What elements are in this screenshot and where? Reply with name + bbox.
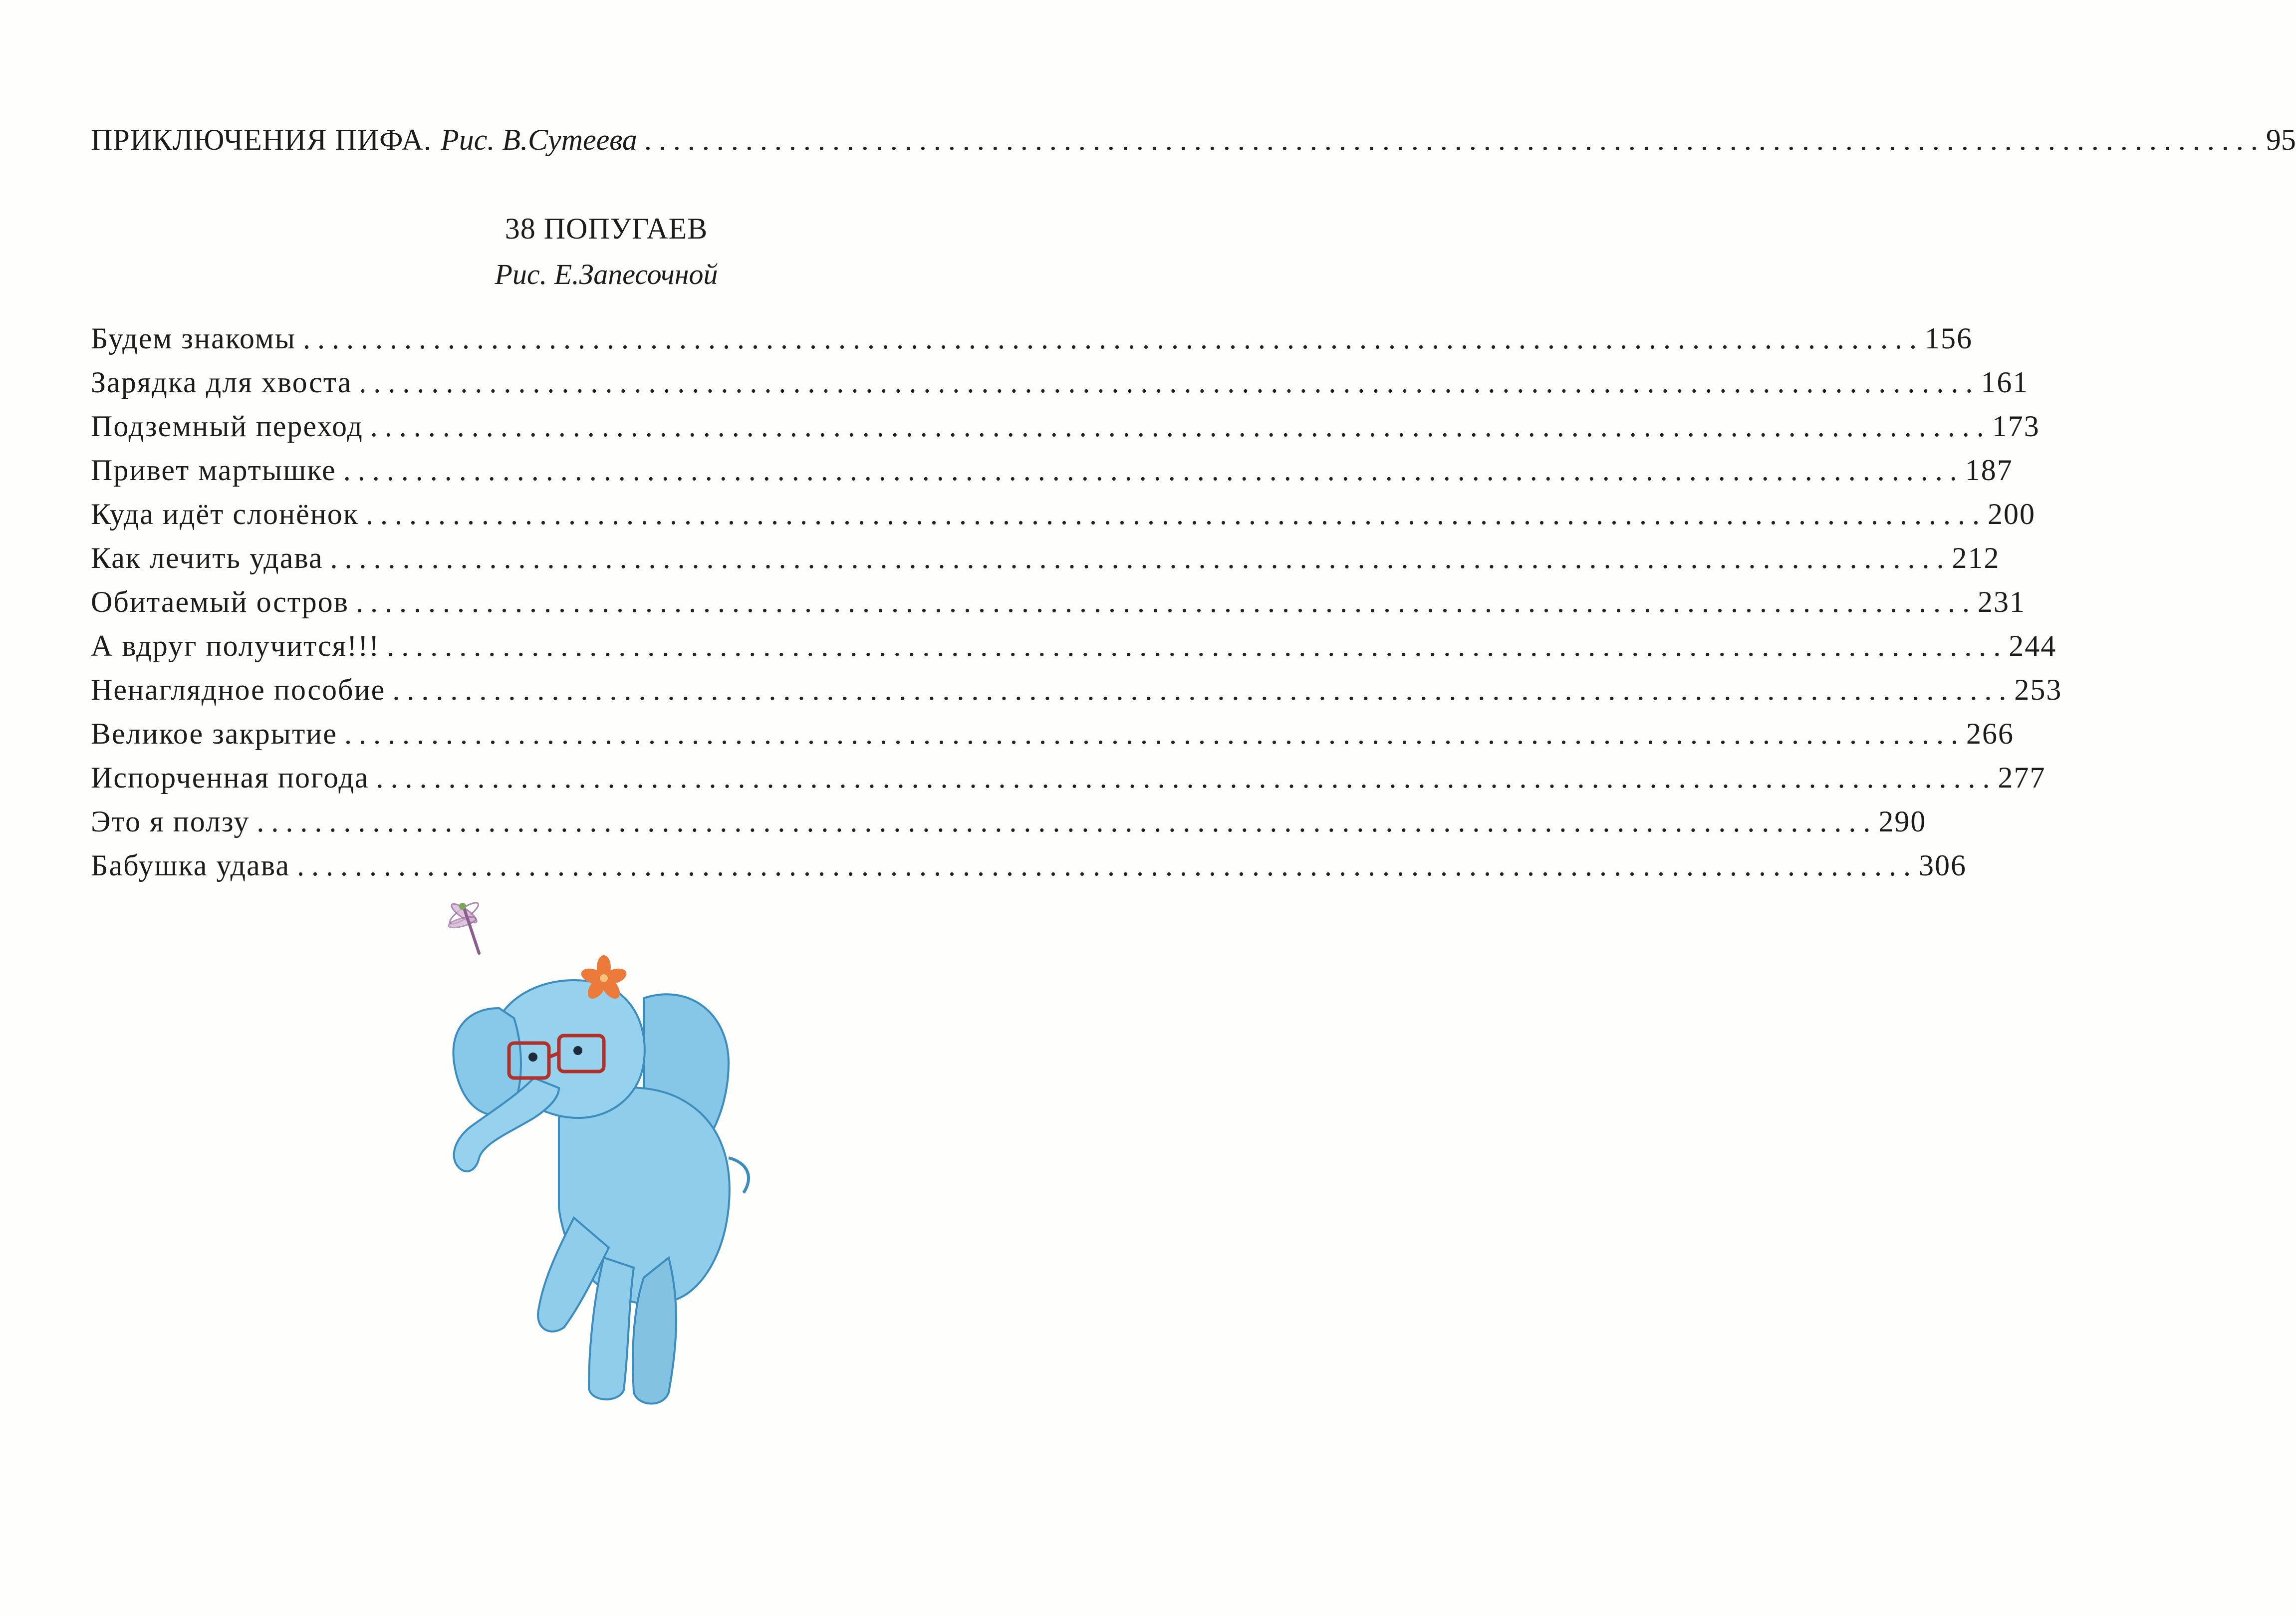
toc-entry[interactable]: [91, 318, 1973, 358]
toc-entry-title: Это я ползу: [91, 805, 250, 838]
leader-dots: ................................................................................................................: [344, 717, 1965, 750]
toc-page-number: 266: [1966, 717, 2014, 750]
toc-entry[interactable]: [91, 494, 2036, 534]
leader-dots: ................................................................................................................: [376, 761, 1997, 794]
toc-entry-title: Куда идёт слонёнок: [91, 498, 359, 531]
toc-page-number: 306: [1918, 849, 1967, 882]
leader-dots: ................................................................................................................: [387, 629, 2008, 662]
section-credit: Рис. Е.Запесочной: [495, 258, 718, 290]
leader-dots: ................................................................................................................: [256, 805, 1878, 838]
leader-dots: ................................................................................................................: [644, 123, 2265, 156]
toc-entry[interactable]: [91, 845, 1967, 885]
pifa-credit: Рис. В.Сутеева: [441, 123, 637, 156]
toc-page-number: 290: [1878, 805, 1927, 838]
toc-page-number: 212: [1952, 541, 2000, 574]
leader-dots: ................................................................................................................: [355, 585, 1977, 618]
toc-entry-title: Великое закрытие: [91, 717, 337, 750]
toc-entry-title: Подземный переход: [91, 410, 363, 443]
toc-entry-title: Испорченная погода: [91, 761, 369, 794]
leader-dots: ................................................................................................................: [330, 541, 1951, 574]
leader-dots: ................................................................................................................: [392, 673, 2014, 706]
toc-entry-pifa[interactable]: [91, 120, 2296, 160]
toc-entry[interactable]: [91, 626, 2057, 666]
toc-page-number: 244: [2009, 629, 2057, 662]
toc-entry-title: Бабушка удава: [91, 849, 290, 882]
section-title: 38 ПОПУГАЕВ: [505, 212, 708, 245]
elephant-icon: [453, 955, 749, 1404]
toc-page-number: 161: [1981, 366, 2029, 399]
toc-page-number: 231: [1977, 585, 2026, 618]
pifa-title: ПРИКЛЮЧЕНИЯ ПИФА.: [91, 123, 432, 156]
toc-page-number: 253: [2014, 673, 2062, 706]
toc-entry-title: Обитаемый остров: [91, 585, 349, 618]
toc-entry[interactable]: [91, 406, 2040, 446]
toc-entry-title: Будем знакомы: [91, 322, 296, 355]
toc-page-number: 95: [2266, 123, 2296, 156]
toc-page-number: 173: [1992, 410, 2040, 443]
toc-entry-title: А вдруг получится!!!: [91, 629, 380, 662]
toc-page-number: 187: [1965, 454, 2013, 487]
leader-dots: ................................................................................................................: [359, 366, 1980, 399]
toc-page-number: 156: [1925, 322, 1973, 355]
toc-entry[interactable]: [91, 362, 2029, 402]
toc-entry[interactable]: [91, 670, 2062, 710]
toc-entry[interactable]: [91, 758, 2046, 798]
toc-entry[interactable]: [91, 450, 2013, 490]
elephant-illustration: [409, 898, 818, 1617]
toc-entry[interactable]: [91, 538, 2000, 578]
leader-dots: ................................................................................................................: [370, 410, 1991, 443]
toc-entry[interactable]: [91, 714, 2014, 754]
toc-page-number: 277: [1998, 761, 2046, 794]
toc-entry-title: Ненаглядное пособие: [91, 673, 386, 706]
leader-dots: ................................................................................................................: [343, 454, 1964, 487]
toc-entry[interactable]: [91, 802, 1927, 841]
toc-entry-title: Как лечить удава: [91, 541, 323, 574]
leader-dots: ................................................................................................................: [365, 498, 1987, 531]
toc-entry-title: Привет мартышке: [91, 454, 336, 487]
toc-page-number: 200: [1987, 498, 2036, 531]
leader-dots: ................................................................................................................: [303, 322, 1924, 355]
toc-entry[interactable]: [91, 582, 2026, 622]
toc-entry-title: Зарядка для хвоста: [91, 366, 352, 399]
toc-entry-title: [91, 120, 637, 160]
leader-dots: ................................................................................................................: [296, 849, 1918, 882]
dragonfly-icon: [447, 899, 481, 953]
